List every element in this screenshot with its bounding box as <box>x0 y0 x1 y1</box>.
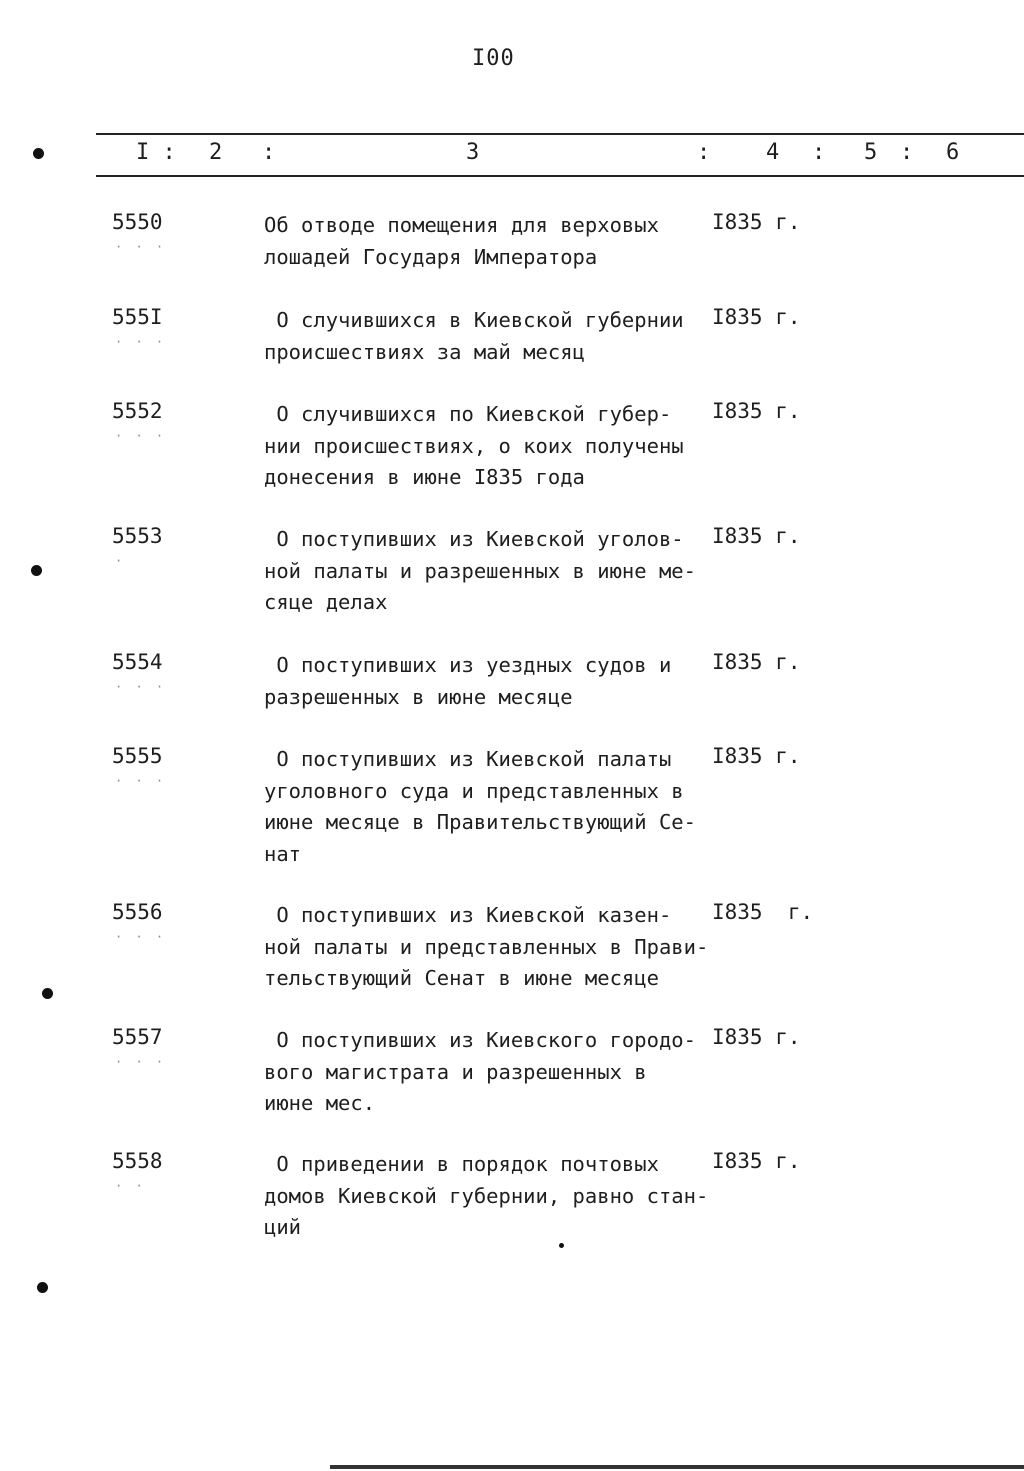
bottom-edge-line <box>330 1465 1024 1469</box>
entry-title: Об отводе помещения для верховых лошадей Государя Императора <box>264 213 659 269</box>
entry-number: 5556 <box>112 900 163 924</box>
header-separator: : <box>262 140 276 165</box>
header-col-3: 3 <box>466 140 480 165</box>
header-separator: : <box>900 140 914 165</box>
entry-dots: · <box>115 554 126 568</box>
entry-number: 5552 <box>112 399 163 423</box>
punch-hole-mark <box>42 988 53 999</box>
header-top-rule <box>96 133 1024 135</box>
entry-year: I835 г. <box>712 399 801 423</box>
entry-year: I835 г. <box>712 1025 801 1049</box>
entry-year: I835 г. <box>712 744 801 768</box>
entry-title: О поступивших из Киевской палаты уголовного суда и представленных в июне месяце в Правительствующий Се- нат <box>264 747 696 866</box>
entry-dots: · · <box>115 1179 146 1193</box>
entry-dots: · · · <box>115 429 167 443</box>
entry-dots: · · · <box>115 680 167 694</box>
entry-title: О случившихся в Киевской губернии происшествиях за май месяц <box>264 308 684 364</box>
entry-year: I835 г. <box>712 305 801 329</box>
header-col-1: I : <box>136 140 176 165</box>
entry-dots: · · · <box>115 774 167 788</box>
header-separator: : <box>812 140 826 165</box>
entry-number: 5558 <box>112 1149 163 1173</box>
entry-title: О поступивших из Киевской казен- ной палаты и представленных в Прави- тельствующий Сенат в июне месяце <box>264 903 709 990</box>
entry-number: 5555 <box>112 744 163 768</box>
punch-hole-mark <box>37 1282 48 1293</box>
entry-year: I835 г. <box>712 650 801 674</box>
entry-year: I835 г. <box>712 524 801 548</box>
punch-hole-mark <box>33 148 44 159</box>
entry-dots: · · · <box>115 1055 167 1069</box>
header-col-2: 2 <box>209 140 223 165</box>
entry-number: 5557 <box>112 1025 163 1049</box>
entry-dots: · · · <box>115 930 167 944</box>
entry-year: I835 г. <box>712 210 801 234</box>
ink-speck <box>559 1243 564 1248</box>
punch-hole-mark <box>31 565 42 576</box>
entry-number: 5550 <box>112 210 163 234</box>
entry-title: О поступивших из уездных судов и разрешенных в июне месяце <box>264 653 672 709</box>
page-number: I00 <box>472 46 515 71</box>
entry-dots: · · · <box>115 240 167 254</box>
entry-title: О случившихся по Киевской губер- нии происшествиях, о коих получены донесения в июне I835 года <box>264 402 684 489</box>
entry-number: 555I <box>112 305 163 329</box>
entry-title: О поступивших из Киевского городо- вого магистрата и разрешенных в июне мес. <box>264 1028 696 1115</box>
entry-year: I835 г. <box>712 1149 801 1173</box>
entry-title: О приведении в порядок почтовых домов Киевской губернии, равно стан- ций <box>264 1152 709 1239</box>
entry-title: О поступивших из Киевской уголов- ной палаты и разрешенных в июне ме- сяце делах <box>264 527 696 614</box>
entry-number: 5554 <box>112 650 163 674</box>
header-col-5: 5 <box>864 140 878 165</box>
header-bottom-rule <box>96 175 1024 177</box>
header-separator: : <box>697 140 711 165</box>
entry-dots: · · · <box>115 335 167 349</box>
entry-year: I835 г. <box>712 900 814 924</box>
entry-number: 5553 <box>112 524 163 548</box>
header-col-6: 6 <box>946 140 960 165</box>
header-col-4: 4 <box>766 140 780 165</box>
